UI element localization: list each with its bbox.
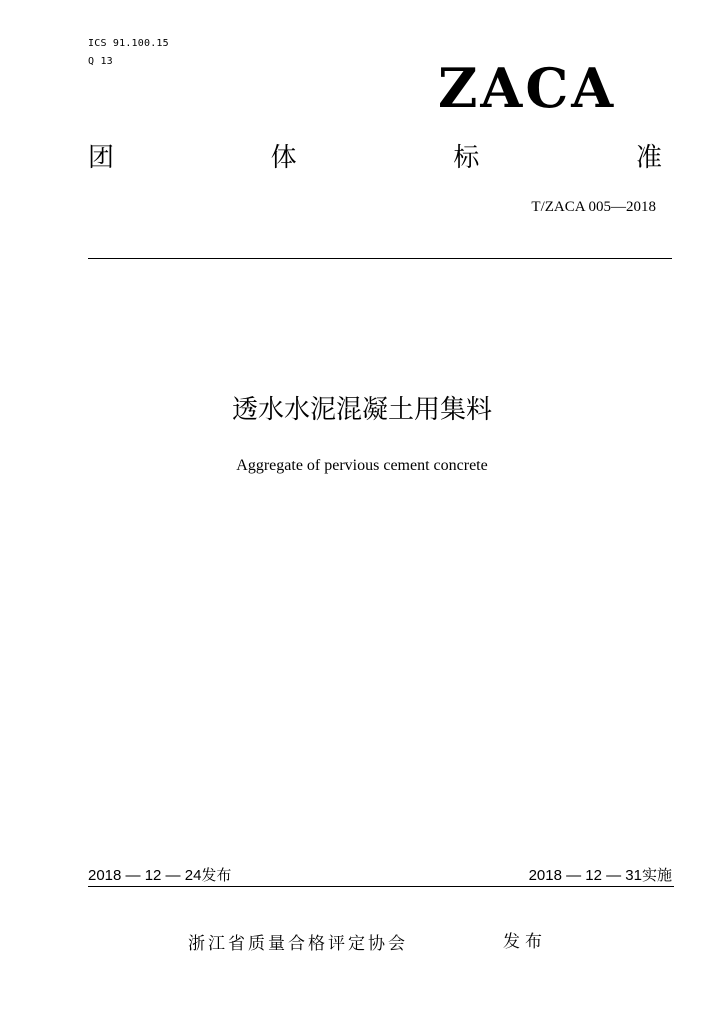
document-title-chinese: 透水水泥混凝土用集料 [231, 395, 492, 425]
implement-date: 2018 — 12 — 31实施 [528, 867, 672, 884]
footer-divider [88, 886, 674, 887]
standard-type-char: 准 [635, 143, 662, 173]
standard-type-char: 体 [270, 143, 297, 173]
standard-type [88, 142, 662, 174]
zaca-logo: ZACA [438, 56, 617, 120]
issuing-organization: 浙江省质量合格评定协会 [188, 934, 408, 954]
publish-date: 2018 — 12 — 24发布 [88, 867, 232, 884]
header-divider [88, 258, 672, 259]
standard-type-char: 标 [453, 143, 480, 173]
issue-label: 发布 [503, 932, 547, 952]
standard-number: T/ZACA 005—2018 [531, 199, 656, 215]
ccs-code: Q 13 [88, 56, 113, 67]
document-title-english: Aggregate of pervious cement concrete [236, 457, 488, 474]
ics-code: ICS 91.100.15 [88, 38, 169, 49]
standard-type-char: 团 [88, 143, 115, 173]
